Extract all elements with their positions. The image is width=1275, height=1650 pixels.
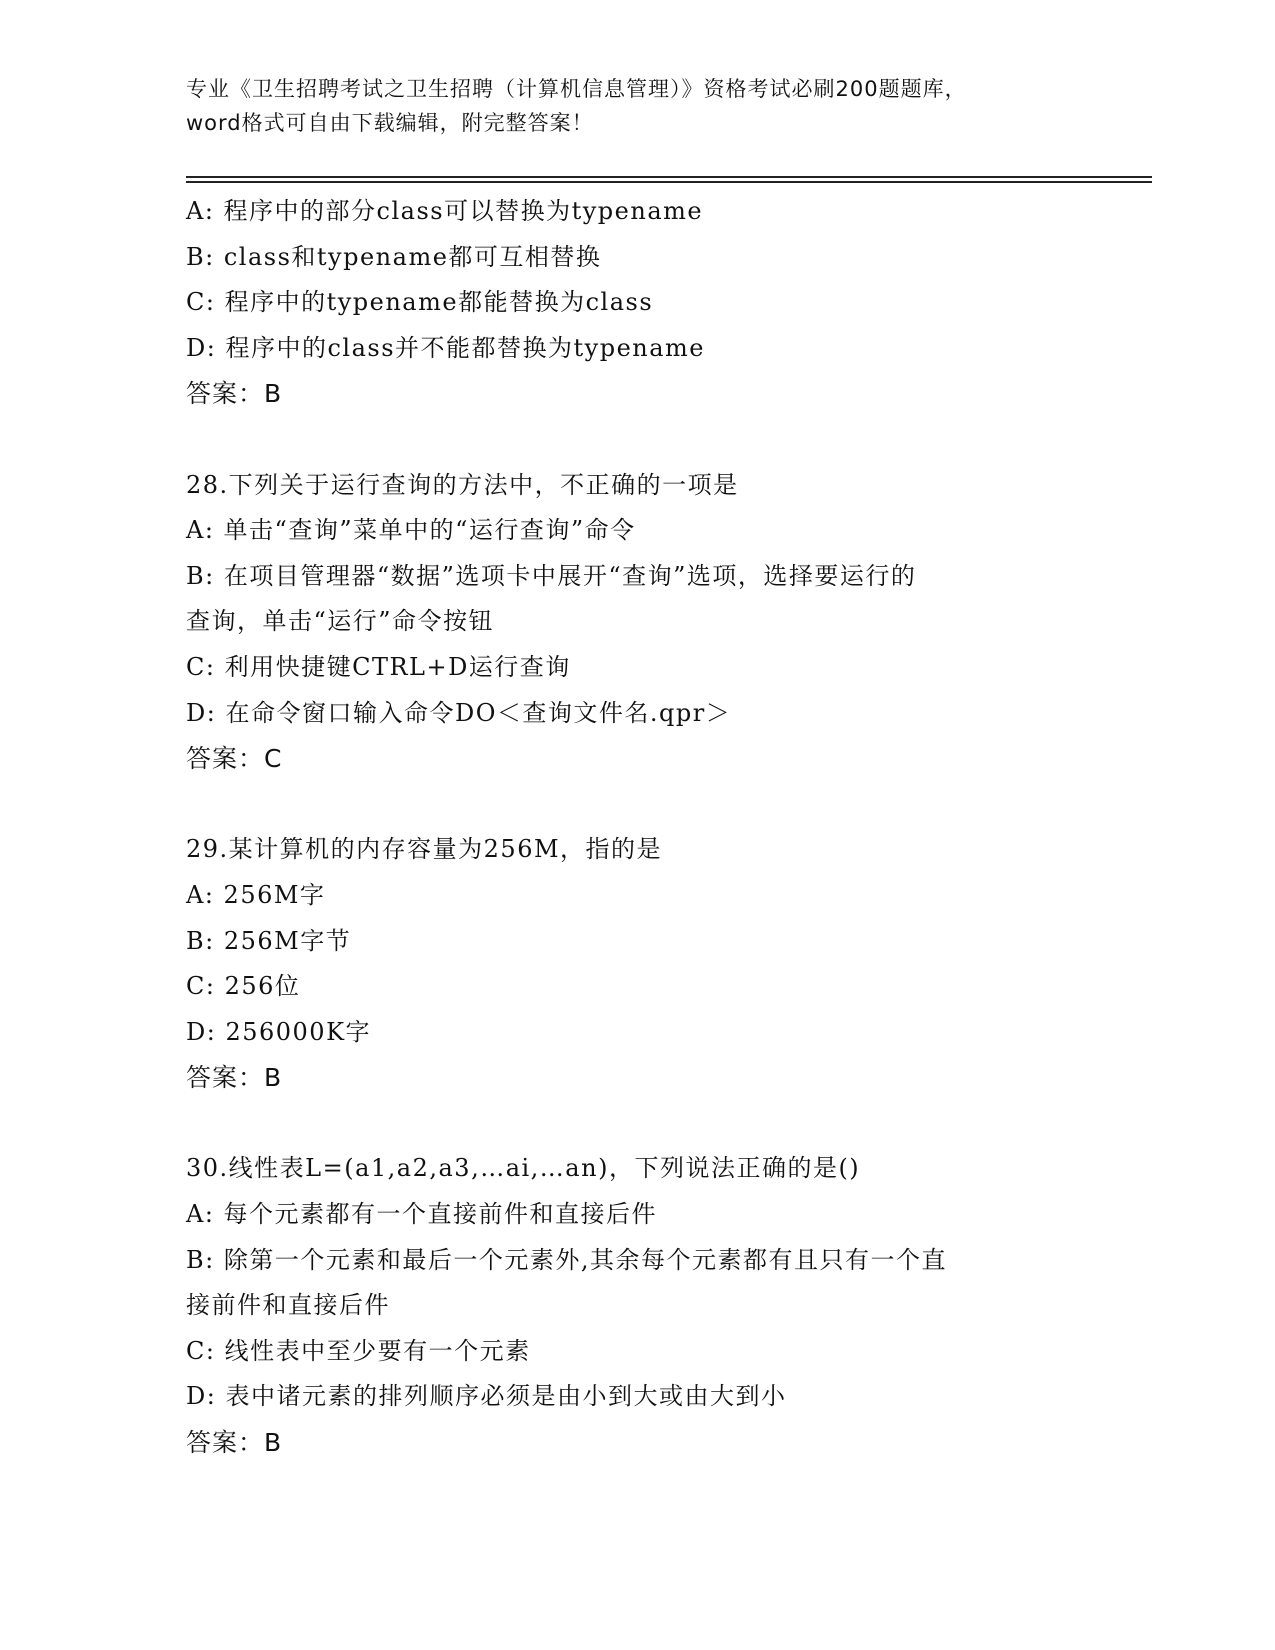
question-stem: 29.某计算机的内存容量为256M，指的是 (186, 835, 663, 864)
answer-label: 答案：B (186, 379, 283, 409)
question-stem: 30.线性表L=(a1,a2,a3,…ai,…an)，下列说法正确的是() (186, 1154, 861, 1183)
question-stem: 28.下列关于运行查询的方法中，不正确的一项是 (186, 470, 739, 499)
option-c: C: 程序中的typename都能替换为class (186, 288, 654, 317)
answer-label: 答案：B (186, 1063, 283, 1093)
header-line-1: 专业《卫生招聘考试之卫生招聘（计算机信息管理）》资格考试必刷200题题库， (186, 77, 967, 101)
question-27-continued (186, 189, 1086, 417)
option-b: B: 在项目管理器“数据”选项卡中展开“查询”选项，选择要运行的 (186, 561, 917, 590)
option-b-continued: 查询，单击“运行”命令按钮 (186, 607, 495, 636)
question-content (186, 189, 1086, 1466)
question-28 (186, 463, 1086, 782)
option-c: C: 利用快捷键CTRL+D运行查询 (186, 652, 571, 681)
header-divider-bottom (186, 181, 1152, 183)
header-line-2: word格式可自由下载编辑，附完整答案！ (186, 111, 594, 135)
spacer (186, 1101, 1086, 1147)
option-a: A: 单击“查询”菜单中的“运行查询”命令 (186, 516, 636, 545)
option-b: B: class和typename都可互相替换 (186, 242, 602, 271)
option-a: A: 每个元素都有一个直接前件和直接后件 (186, 1200, 658, 1229)
option-d: D: 256000K字 (186, 1017, 372, 1046)
option-a: A: 程序中的部分class可以替换为typename (186, 197, 704, 225)
option-b-continued: 接前件和直接后件 (186, 1291, 390, 1320)
option-c: C: 线性表中至少要有一个元素 (186, 1336, 531, 1365)
option-d: D: 在命令窗口输入命令DO＜查询文件名.qpr＞ (186, 698, 732, 727)
question-30 (186, 1146, 1086, 1465)
answer-label: 答案：C (186, 744, 283, 774)
option-b: B: 256M字节 (186, 926, 352, 955)
header-divider-top (186, 176, 1152, 178)
option-d: D: 程序中的class并不能都替换为typename (186, 333, 706, 362)
spacer (186, 417, 1086, 463)
question-29 (186, 827, 1086, 1101)
answer-label: 答案：B (186, 1428, 283, 1458)
option-c: C: 256位 (186, 972, 301, 1001)
option-d: D: 表中诸元素的排列顺序必须是由小到大或由大到小 (186, 1382, 787, 1411)
option-b: B: 除第一个元素和最后一个元素外,其余每个元素都有且只有一个直 (186, 1245, 947, 1274)
spacer (186, 782, 1086, 828)
option-a: A: 256M字 (186, 880, 326, 909)
document-header (186, 72, 1086, 140)
